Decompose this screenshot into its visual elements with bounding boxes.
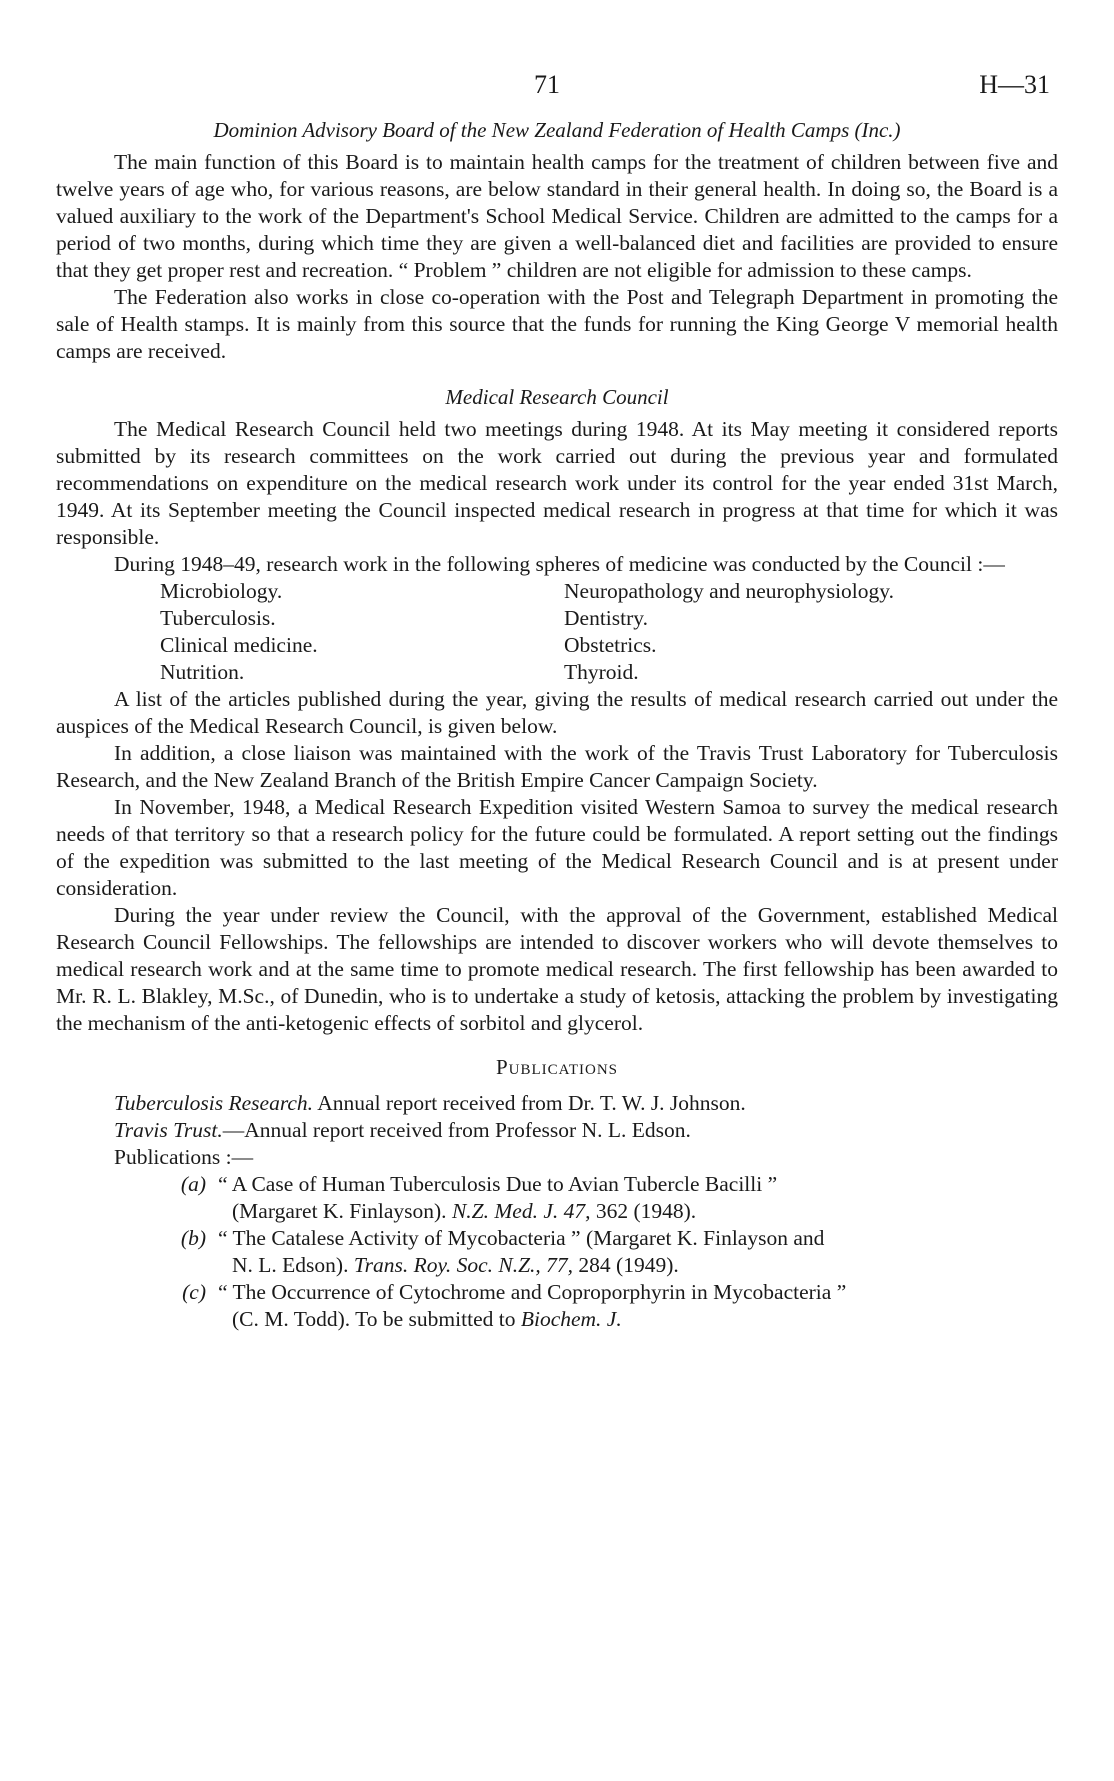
item-label: (a) (180, 1172, 206, 1196)
item-journal: Biochem. J. (520, 1307, 622, 1331)
item-title-line: “ The Occurrence of Cytochrome and Coproporphyrin in Mycobacteria ” (218, 1280, 847, 1304)
list-item: Clinical medicine. (160, 633, 318, 657)
item-title-line: “ The Catalese Activity of Mycobacteria ” (Margaret K. Finlayson and (218, 1226, 825, 1250)
item-authors: N. L. Edson). (232, 1253, 349, 1277)
report-line (56, 1117, 1058, 1144)
item-pages: 362 (1948). (595, 1199, 697, 1223)
research-council-heading: Medical Research Council (445, 385, 669, 409)
item-volume: 77, (546, 1253, 574, 1277)
item-journal: Trans. Roy. Soc. N.Z., (353, 1253, 541, 1277)
item-volume: 47, (563, 1199, 591, 1223)
publications-block (56, 1090, 1058, 1333)
publication-item (114, 1225, 1058, 1279)
publications-label: Publications :— (114, 1145, 254, 1169)
paragraph: During 1948–49, research work in the following spheres of medicine was conducted by the Council :— (114, 552, 1005, 576)
paragraph: The Federation also works in close co-operation with the Post and Telegraph Department in promoting the sale of Health stamps. It is mainly from this source that the funds for running the King George V memorial health camps are received. (56, 285, 1058, 363)
list-item: Nutrition. (160, 660, 245, 684)
page-number: 71 (534, 70, 560, 99)
paragraph: In addition, a close liaison was maintained with the work of the Travis Trust Laboratory for Tuberculosis Research, and the New Zealand Branch of the British Empire Cancer Campaign Society. (56, 741, 1058, 792)
report-text: Annual report received from Dr. T. W. J. Johnson. (317, 1091, 746, 1115)
item-journal: N.Z. Med. J. (451, 1199, 559, 1223)
item-authors: (Margaret K. Finlayson). (232, 1199, 447, 1223)
report-text: —Annual report received from Professor N. L. Edson. (222, 1118, 691, 1142)
list-item: Dentistry. (564, 606, 648, 630)
publication-item (114, 1171, 1058, 1225)
report-line (56, 1090, 1058, 1117)
item-label: (c) (182, 1280, 206, 1304)
page-header (56, 70, 1058, 110)
list-item: Obstetrics. (564, 633, 657, 657)
publication-item (114, 1279, 1058, 1333)
list-item: Microbiology. (160, 579, 283, 603)
list-item: Tuberculosis. (160, 606, 276, 630)
report-title: Travis Trust. (114, 1118, 223, 1142)
report-title: Tuberculosis Research. (114, 1091, 314, 1115)
item-pages: 284 (1949). (578, 1253, 679, 1277)
paragraph: A list of the articles published during the year, giving the results of medical research carried out under the auspices of the Medical Research Council, is given below. (56, 687, 1058, 738)
health-camps-heading: Dominion Advisory Board of the New Zealand Federation of Health Camps (Inc.) (213, 118, 901, 142)
spheres-list (160, 578, 1058, 686)
paragraph: During the year under review the Council, with the approval of the Government, established Medical Research Council Fellowships. The fellowships are intended to discover workers who will devote themselves to medical research work and at the same time to promote medical research. The first fellowship has been awarded to Mr. R. L. Blakley, M.Sc., of Dunedin, who is to undertake a study of ketosis, attacking the problem by investigating the mechanism of the anti-ketogenic effects of sorbitol and glycerol. (56, 903, 1058, 1035)
item-label: (b) (180, 1226, 206, 1250)
paragraph: The main function of this Board is to maintain health camps for the treatment of children between five and twelve years of age who, for various reasons, are below standard in their general health. In doing so, the Board is a valued auxiliary to the work of the Department's School Medical Service. Children are admitted to the camps for a period of two months, during which time they are given a well-balanced diet and facilities are provided to ensure that they get proper rest and recreation. “ Problem ” children are not eligible for admission to these camps. (56, 150, 1058, 282)
document-page (56, 70, 1058, 1333)
item-title-line: “ A Case of Human Tuberculosis Due to Avian Tubercle Bacilli ” (218, 1172, 778, 1196)
paragraph: The Medical Research Council held two meetings during 1948. At its May meeting it considered reports submitted by its research committees on the work carried out during the previous year and formulated recommendations on expenditure on the medical research work under its control for the year ended 31st March, 1949. At its September meeting the Council inspected medical research in progress at that time for which it was responsible. (56, 417, 1058, 549)
paragraph: In November, 1948, a Medical Research Expedition visited Western Samoa to survey the medical research needs of that territory so that a research policy for the future could be formulated. A report setting out the findings of the expedition was submitted to the last meeting of the Medical Research Council and is at present under consideration. (56, 795, 1058, 900)
publications-heading: Publications (495, 1055, 618, 1079)
list-item: Thyroid. (564, 660, 639, 684)
document-reference: H—31 (979, 70, 1050, 99)
list-item: Neuropathology and neurophysiology. (564, 579, 895, 603)
item-authors: (C. M. Todd). To be submitted to (232, 1307, 516, 1331)
